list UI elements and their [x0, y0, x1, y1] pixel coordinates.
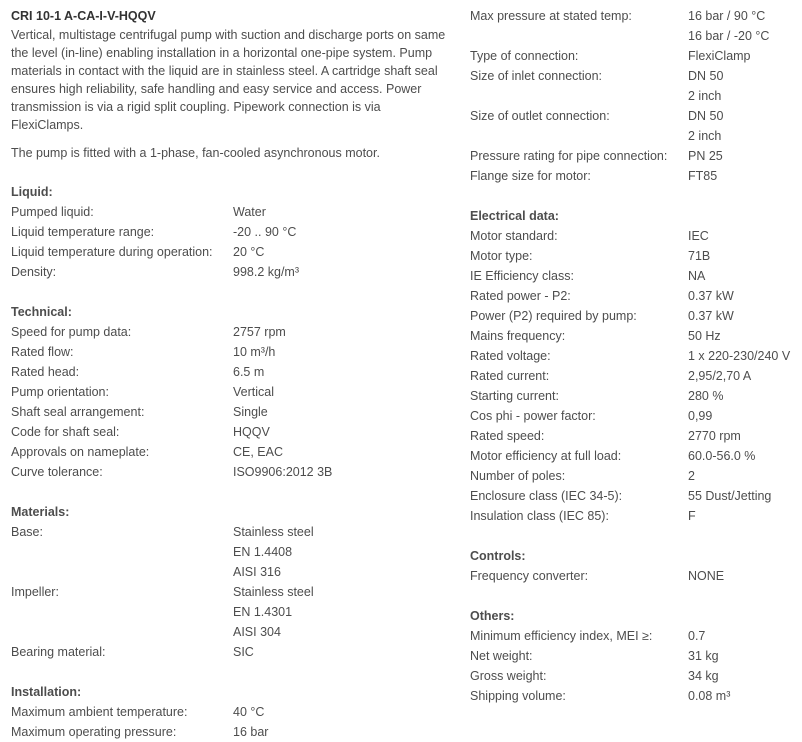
section-heading: Others: — [470, 609, 515, 623]
spec-label: Rated voltage: — [470, 349, 551, 363]
spec-row — [470, 626, 800, 646]
motor-note: The pump is fitted with a 1-phase, fan-cooled asynchronous motor. — [11, 146, 380, 160]
spec-row — [11, 722, 451, 742]
spec-value: 280 % — [688, 389, 724, 403]
spec-value: NONE — [688, 569, 725, 583]
spec-section-connection — [470, 6, 800, 186]
spec-values — [688, 6, 800, 46]
left-spec-sections — [11, 162, 451, 742]
spec-values — [688, 346, 800, 366]
spec-value: EN 1.4301 — [233, 605, 293, 619]
spec-label: Type of connection: — [470, 49, 579, 63]
spec-label: Speed for pump data: — [11, 325, 132, 339]
spec-value: DN 50 — [688, 69, 724, 83]
spec-row — [11, 382, 451, 402]
spec-label: Impeller: — [11, 585, 59, 599]
spec-label: Bearing material: — [11, 645, 106, 659]
spec-value: 0.7 — [688, 629, 706, 643]
spec-value: F — [688, 509, 696, 523]
spec-label: Enclosure class (IEC 34-5): — [470, 489, 623, 503]
spec-values — [688, 306, 800, 326]
spec-value: -20 .. 90 °C — [233, 225, 297, 239]
spec-row — [11, 342, 451, 362]
spec-section-installation — [11, 682, 451, 742]
spec-values — [688, 226, 800, 246]
spec-row — [11, 702, 451, 722]
spec-label: Rated power - P2: — [470, 289, 571, 303]
product-description: Vertical, multistage centrifugal pump with suction and discharge ports on same the level (in-line) enabling installation in a horizontal one-pipe system. Pump materials in contact with the liquid are in stainless steel. A cartridge shaft seal ensures high reliability, safe handling and easy service and access. Power transmission is via a rigid split coupling. Pipework connection is via FlexiClamps. — [11, 28, 446, 132]
spec-values — [688, 286, 800, 306]
spec-values — [688, 506, 800, 526]
spec-label: Size of outlet connection: — [470, 109, 610, 123]
spec-row — [11, 242, 451, 262]
spec-value: 1 x 220-230/240 V — [688, 349, 791, 363]
spec-value: 71B — [688, 249, 711, 263]
spec-row — [470, 66, 800, 106]
spec-value: IEC — [688, 229, 709, 243]
spec-section-others — [470, 606, 800, 706]
section-heading: Technical: — [11, 305, 72, 319]
spec-label: Approvals on nameplate: — [11, 445, 150, 459]
spec-values — [233, 362, 451, 382]
spec-values — [688, 426, 800, 446]
section-heading: Installation: — [11, 685, 82, 699]
spec-label: Density: — [11, 265, 57, 279]
spec-values — [688, 66, 800, 106]
spec-row — [11, 422, 451, 442]
spec-label: Rated head: — [11, 365, 80, 379]
spec-values — [688, 246, 800, 266]
spec-label: Cos phi - power factor: — [470, 409, 596, 423]
spec-values — [688, 366, 800, 386]
spec-label: Liquid temperature range: — [11, 225, 155, 239]
spec-label: Rated flow: — [11, 345, 74, 359]
spec-value: 2 — [688, 469, 695, 483]
section-spacer — [11, 662, 451, 682]
spec-row — [470, 266, 800, 286]
section-spacer — [11, 282, 451, 302]
spec-row — [11, 462, 451, 482]
spec-section-controls — [470, 546, 800, 586]
spec-section-materials — [11, 502, 451, 662]
spec-value: AISI 316 — [233, 565, 281, 579]
spec-label: Net weight: — [470, 649, 533, 663]
spec-values — [233, 262, 451, 282]
spec-label: Motor standard: — [470, 229, 558, 243]
spec-label: Insulation class (IEC 85): — [470, 509, 609, 523]
spec-row — [470, 386, 800, 406]
section-heading: Controls: — [470, 549, 526, 563]
spec-row — [11, 222, 451, 242]
spec-label: Maximum operating pressure: — [11, 725, 177, 739]
spec-values — [233, 322, 451, 342]
spec-section-electrical-data — [470, 206, 800, 526]
spec-values — [233, 462, 451, 482]
spec-label: Mains frequency: — [470, 329, 566, 343]
spec-row — [470, 46, 800, 66]
spec-label: Gross weight: — [470, 669, 547, 683]
spec-label: Pumped liquid: — [11, 205, 94, 219]
spec-label: Motor efficiency at full load: — [470, 449, 622, 463]
spec-values — [233, 582, 451, 642]
spec-label: Liquid temperature during operation: — [11, 245, 213, 259]
spec-value: Stainless steel — [233, 525, 314, 539]
spec-value: 0.37 kW — [688, 289, 734, 303]
spec-value: FT85 — [688, 169, 718, 183]
spec-value: 10 m³/h — [233, 345, 276, 359]
spec-value: 40 °C — [233, 705, 265, 719]
spec-value: Vertical — [233, 385, 274, 399]
spec-value: Water — [233, 205, 266, 219]
spec-values — [688, 166, 800, 186]
section-spacer — [470, 526, 800, 546]
left-column — [11, 6, 451, 742]
spec-value: DN 50 — [688, 109, 724, 123]
spec-row — [470, 406, 800, 426]
spec-values — [233, 642, 451, 662]
spec-row — [470, 566, 800, 586]
spec-label: Code for shaft seal: — [11, 425, 120, 439]
spec-value: 0.37 kW — [688, 309, 734, 323]
spec-values — [233, 442, 451, 462]
spec-row — [470, 426, 800, 446]
spec-label: Frequency converter: — [470, 569, 589, 583]
spec-values — [688, 626, 800, 646]
spec-value: 55 Dust/Jetting — [688, 489, 772, 503]
spec-row — [11, 442, 451, 462]
spec-values — [688, 486, 800, 506]
spec-values — [233, 422, 451, 442]
spec-row — [470, 306, 800, 326]
spec-label: Rated current: — [470, 369, 550, 383]
spec-value: ISO9906:2012 3B — [233, 465, 333, 479]
spec-values — [688, 446, 800, 466]
product-title: CRI 10-1 A-CA-I-V-HQQV — [11, 9, 156, 23]
spec-label: Maximum ambient temperature: — [11, 705, 188, 719]
spec-section-technical — [11, 302, 451, 482]
spec-value: 6.5 m — [233, 365, 265, 379]
spec-value: 20 °C — [233, 245, 265, 259]
spec-row — [470, 666, 800, 686]
spec-row — [11, 402, 451, 422]
spec-value: 50 Hz — [688, 329, 721, 343]
spec-label: Max pressure at stated temp: — [470, 9, 632, 23]
spec-values — [688, 326, 800, 346]
spec-row — [470, 226, 800, 246]
spec-value: 0.08 m³ — [688, 689, 731, 703]
section-spacer — [470, 586, 800, 606]
spec-row — [470, 286, 800, 306]
spec-value: NA — [688, 269, 706, 283]
spec-value: CE, EAC — [233, 445, 284, 459]
section-heading: Electrical data: — [470, 209, 559, 223]
spec-label: Shaft seal arrangement: — [11, 405, 145, 419]
spec-label: Rated speed: — [470, 429, 545, 443]
spec-row — [11, 202, 451, 222]
spec-row — [470, 166, 800, 186]
spec-row — [470, 446, 800, 466]
spec-row — [470, 466, 800, 486]
spec-values — [233, 382, 451, 402]
spec-row — [470, 686, 800, 706]
spec-value: PN 25 — [688, 149, 723, 163]
spec-row — [470, 6, 800, 46]
spec-values — [688, 106, 800, 146]
spec-values — [233, 202, 451, 222]
section-spacer — [470, 186, 800, 206]
spec-label: Power (P2) required by pump: — [470, 309, 637, 323]
spec-value: 34 kg — [688, 669, 719, 683]
spec-value: Single — [233, 405, 268, 419]
spec-row — [470, 506, 800, 526]
spec-row — [470, 366, 800, 386]
spec-value: Stainless steel — [233, 585, 314, 599]
spec-value: 2757 rpm — [233, 325, 286, 339]
spec-values — [688, 46, 800, 66]
spec-label: Flange size for motor: — [470, 169, 591, 183]
spec-label: Base: — [11, 525, 43, 539]
spec-label: Minimum efficiency index, MEI ≥: — [470, 629, 653, 643]
spec-values — [688, 266, 800, 286]
spec-value: 2770 rpm — [688, 429, 741, 443]
spec-label: Shipping volume: — [470, 689, 566, 703]
spec-values — [688, 406, 800, 426]
spec-value: 60.0-56.0 % — [688, 449, 756, 463]
spec-label: Pump orientation: — [11, 385, 109, 399]
spec-values — [688, 646, 800, 666]
spec-values — [688, 686, 800, 706]
spec-values — [233, 242, 451, 262]
right-column — [470, 6, 800, 706]
spec-row — [11, 322, 451, 342]
spec-row — [470, 106, 800, 146]
spec-value: 2 inch — [688, 129, 722, 143]
right-spec-sections — [470, 6, 800, 706]
spec-values — [233, 222, 451, 242]
section-spacer — [11, 162, 451, 182]
spec-values — [688, 566, 800, 586]
spec-value: 16 bar / -20 °C — [688, 29, 770, 43]
spec-label: Pressure rating for pipe connection: — [470, 149, 668, 163]
spec-value: EN 1.4408 — [233, 545, 293, 559]
spec-value: 16 bar / 90 °C — [688, 9, 766, 23]
section-heading: Materials: — [11, 505, 70, 519]
spec-values — [233, 402, 451, 422]
spec-row — [470, 326, 800, 346]
spec-label: IE Efficiency class: — [470, 269, 574, 283]
spec-values — [233, 342, 451, 362]
spec-label: Number of poles: — [470, 469, 566, 483]
spec-row — [11, 642, 451, 662]
spec-value: 2,95/2,70 A — [688, 369, 752, 383]
spec-values — [688, 466, 800, 486]
spec-value: 16 bar — [233, 725, 269, 739]
spec-section-liquid — [11, 182, 451, 282]
spec-row — [470, 646, 800, 666]
spec-row — [470, 486, 800, 506]
spec-label: Starting current: — [470, 389, 559, 403]
spec-values — [233, 722, 451, 742]
spec-value: 0,99 — [688, 409, 713, 423]
spec-value: SIC — [233, 645, 254, 659]
spec-row — [470, 346, 800, 366]
spec-value: 998.2 kg/m³ — [233, 265, 300, 279]
spec-value: 31 kg — [688, 649, 719, 663]
spec-row — [11, 522, 451, 582]
spec-row — [470, 146, 800, 166]
spec-row — [11, 582, 451, 642]
spec-values — [688, 386, 800, 406]
spec-value: FlexiClamp — [688, 49, 751, 63]
spec-values — [233, 522, 451, 582]
spec-values — [688, 666, 800, 686]
spec-row — [470, 246, 800, 266]
spec-row — [11, 262, 451, 282]
spec-label: Curve tolerance: — [11, 465, 103, 479]
spec-row — [11, 362, 451, 382]
spec-label: Size of inlet connection: — [470, 69, 603, 83]
spec-label: Motor type: — [470, 249, 533, 263]
spec-values — [688, 146, 800, 166]
section-heading: Liquid: — [11, 185, 53, 199]
spec-value: 2 inch — [688, 89, 722, 103]
spec-values — [233, 702, 451, 722]
spec-value: HQQV — [233, 425, 270, 439]
spec-value: AISI 304 — [233, 625, 281, 639]
section-spacer — [11, 482, 451, 502]
